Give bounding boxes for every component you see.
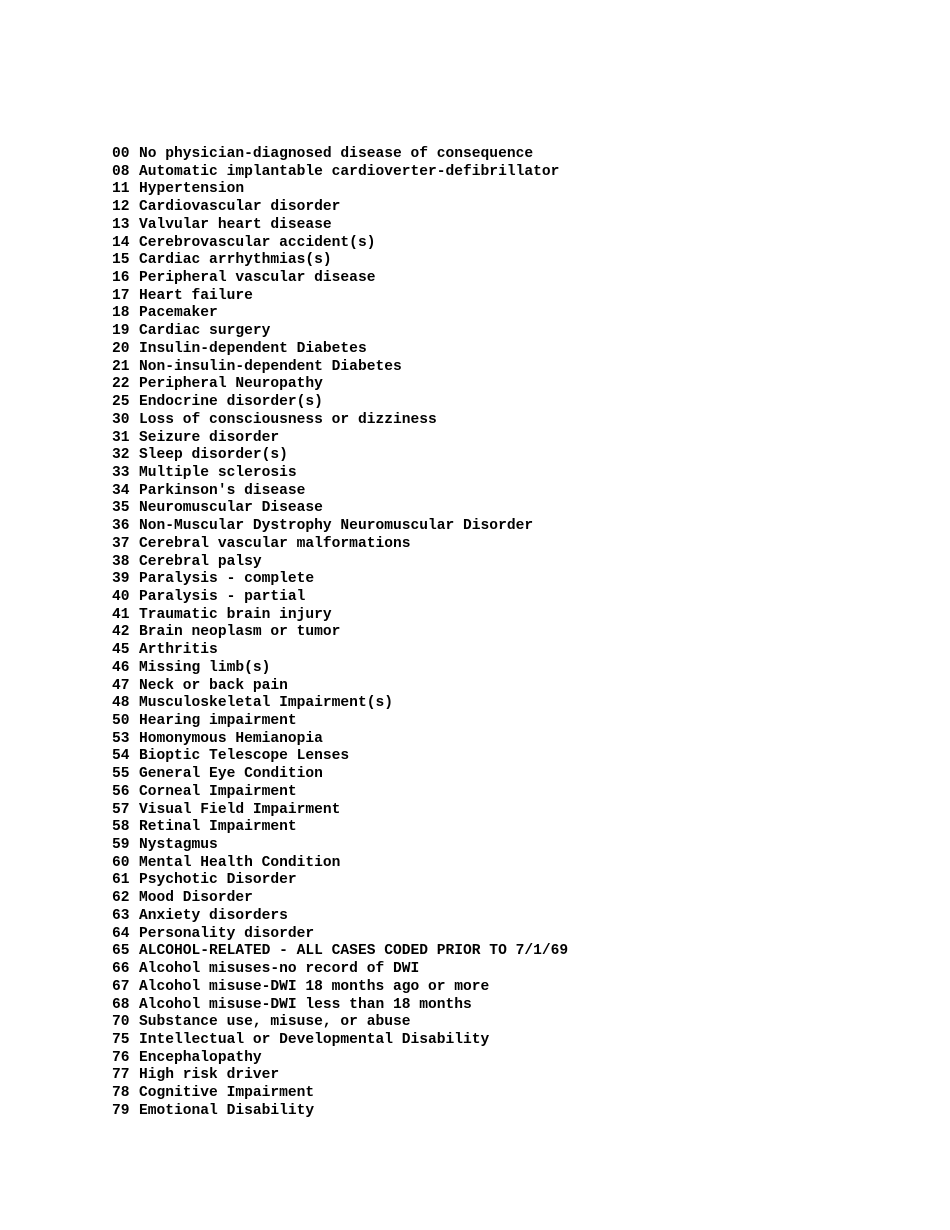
list-item [112, 217, 568, 235]
condition-code: 64 [112, 925, 130, 942]
condition-code: 35 [112, 500, 130, 517]
condition-code: 48 [112, 695, 130, 712]
list-item [112, 1014, 568, 1032]
condition-code: 46 [112, 659, 130, 676]
condition-label: Loss of consciousness or dizziness [139, 411, 437, 428]
condition-code: 54 [112, 748, 130, 765]
condition-label: Cardiac surgery [139, 323, 271, 340]
condition-code: 40 [112, 588, 130, 605]
list-item [112, 447, 568, 465]
list-item [112, 713, 568, 731]
condition-label: Substance use, misuse, or abuse [139, 1014, 411, 1031]
condition-code: 31 [112, 429, 130, 446]
condition-code: 78 [112, 1085, 130, 1102]
condition-label: Intellectual or Developmental Disability [139, 1031, 490, 1048]
condition-code: 65 [112, 943, 130, 960]
condition-code: 68 [112, 996, 130, 1013]
condition-code: 77 [112, 1067, 130, 1084]
condition-code: 30 [112, 411, 130, 428]
condition-code: 67 [112, 978, 130, 995]
condition-label: Paralysis - complete [139, 571, 315, 588]
condition-label: No physician-diagnosed disease of consequence [139, 146, 534, 162]
list-item [112, 288, 568, 306]
list-item [112, 607, 568, 625]
condition-code: 12 [112, 199, 130, 216]
list-item [112, 252, 568, 270]
condition-label: Nystagmus [139, 837, 218, 854]
list-item [112, 270, 568, 288]
condition-code: 41 [112, 606, 130, 623]
list-item [112, 890, 568, 908]
list-item [112, 979, 568, 997]
condition-code: 47 [112, 677, 130, 694]
condition-code: 59 [112, 837, 130, 854]
list-item [112, 199, 568, 217]
list-item [112, 660, 568, 678]
condition-label: Alcohol misuse-DWI 18 months ago or more [139, 978, 490, 995]
list-item [112, 1050, 568, 1068]
list-item [112, 430, 568, 448]
condition-label: Emotional Disability [139, 1102, 315, 1119]
condition-code: 32 [112, 447, 130, 464]
condition-label: Neck or back pain [139, 677, 288, 694]
condition-code: 76 [112, 1049, 130, 1066]
condition-code: 25 [112, 394, 130, 411]
list-item [112, 837, 568, 855]
list-item [112, 819, 568, 837]
condition-label: Brain neoplasm or tumor [139, 624, 341, 641]
list-item [112, 394, 568, 412]
condition-code: 60 [112, 854, 130, 871]
condition-code: 18 [112, 305, 130, 322]
condition-code: 56 [112, 783, 130, 800]
condition-label: Traumatic brain injury [139, 606, 332, 623]
list-item [112, 748, 568, 766]
list-item [112, 341, 568, 359]
condition-label: Non-insulin-dependent Diabetes [139, 358, 402, 375]
condition-label: Musculoskeletal Impairment(s) [139, 695, 393, 712]
list-item [112, 802, 568, 820]
condition-code: 19 [112, 323, 130, 340]
condition-code: 53 [112, 730, 130, 747]
list-item [112, 518, 568, 536]
list-item [112, 554, 568, 572]
list-item [112, 465, 568, 483]
condition-label: Seizure disorder [139, 429, 280, 446]
list-item [112, 235, 568, 253]
condition-code: 58 [112, 819, 130, 836]
condition-code: 57 [112, 801, 130, 818]
condition-code: 62 [112, 890, 130, 907]
condition-code: 63 [112, 907, 130, 924]
list-item [112, 500, 568, 518]
condition-code: 14 [112, 234, 130, 251]
condition-code: 00 [112, 146, 130, 162]
condition-label: Retinal Impairment [139, 819, 297, 836]
list-item [112, 1032, 568, 1050]
condition-code: 17 [112, 287, 130, 304]
condition-label: Cerebral palsy [139, 553, 262, 570]
condition-label: Arthritis [139, 642, 218, 659]
list-item [112, 1085, 568, 1103]
list-item [112, 908, 568, 926]
condition-code: 37 [112, 535, 130, 552]
list-item [112, 536, 568, 554]
condition-code: 75 [112, 1031, 130, 1048]
condition-code: 42 [112, 624, 130, 641]
condition-code: 21 [112, 358, 130, 375]
condition-label: Peripheral Neuropathy [139, 376, 323, 393]
condition-code: 08 [112, 163, 130, 180]
condition-label: Bioptic Telescope Lenses [139, 748, 350, 765]
condition-code: 36 [112, 518, 130, 535]
condition-label: Endocrine disorder(s) [139, 394, 323, 411]
condition-code: 11 [112, 181, 130, 198]
condition-label: Heart failure [139, 287, 253, 304]
condition-label: Cardiac arrhythmias(s) [139, 252, 332, 269]
condition-label: Cognitive Impairment [139, 1085, 315, 1102]
list-item [112, 359, 568, 377]
list-item [112, 872, 568, 890]
condition-label: Mood Disorder [139, 890, 253, 907]
condition-code: 79 [112, 1102, 130, 1119]
list-item [112, 784, 568, 802]
condition-code: 13 [112, 216, 130, 233]
condition-label: Alcohol misuses-no record of DWI [139, 961, 420, 978]
condition-code: 61 [112, 872, 130, 889]
condition-label: Neuromuscular Disease [139, 500, 323, 517]
condition-code: 70 [112, 1014, 130, 1031]
condition-code: 15 [112, 252, 130, 269]
condition-code-list [112, 146, 568, 1121]
condition-code: 22 [112, 376, 130, 393]
list-item [112, 624, 568, 642]
list-item [112, 766, 568, 784]
list-item [112, 926, 568, 944]
condition-code: 34 [112, 482, 130, 499]
condition-label: Hearing impairment [139, 713, 297, 729]
list-item [112, 483, 568, 501]
condition-label: Hypertension [139, 181, 245, 198]
list-item [112, 376, 568, 394]
condition-label: Parkinson's disease [139, 482, 306, 499]
list-item [112, 164, 568, 182]
list-item [112, 305, 568, 323]
condition-label: Automatic implantable cardioverter-defibrillator [139, 163, 560, 180]
condition-label: Multiple sclerosis [139, 464, 297, 481]
list-item [112, 589, 568, 607]
list-item [112, 1103, 568, 1121]
condition-label: Alcohol misuse-DWI less than 18 months [139, 996, 472, 1013]
condition-label: Psychotic Disorder [139, 872, 297, 889]
condition-label: Cardiovascular disorder [139, 199, 341, 216]
condition-label: High risk driver [139, 1067, 280, 1084]
condition-code: 66 [112, 961, 130, 978]
list-item [112, 146, 568, 164]
condition-label: Visual Field Impairment [139, 801, 341, 818]
condition-label: Insulin-dependent Diabetes [139, 340, 367, 357]
condition-label: General Eye Condition [139, 766, 323, 783]
list-item [112, 855, 568, 873]
condition-label: Peripheral vascular disease [139, 270, 376, 287]
condition-label: Cerebrovascular accident(s) [139, 234, 376, 251]
condition-label: Missing limb(s) [139, 659, 271, 676]
condition-label: Paralysis - partial [139, 588, 306, 605]
condition-label: Mental Health Condition [139, 854, 341, 871]
list-item [112, 412, 568, 430]
condition-label: Pacemaker [139, 305, 218, 322]
list-item [112, 678, 568, 696]
list-item [112, 571, 568, 589]
condition-code: 50 [112, 713, 130, 729]
list-item [112, 997, 568, 1015]
list-item [112, 323, 568, 341]
condition-label: Non-Muscular Dystrophy Neuromuscular Disorder [139, 518, 534, 535]
condition-label: Cerebral vascular malformations [139, 535, 411, 552]
condition-label: Sleep disorder(s) [139, 447, 288, 464]
condition-label: Personality disorder [139, 925, 315, 942]
list-item [112, 695, 568, 713]
list-item [112, 181, 568, 199]
condition-code: 20 [112, 340, 130, 357]
list-item [112, 731, 568, 749]
list-item [112, 961, 568, 979]
condition-code: 38 [112, 553, 130, 570]
condition-label: Homonymous Hemianopia [139, 730, 323, 747]
condition-label: ALCOHOL-RELATED - ALL CASES CODED PRIOR TO 7/1/69 [139, 943, 569, 960]
condition-label: Valvular heart disease [139, 216, 332, 233]
condition-code: 33 [112, 464, 130, 481]
condition-code: 45 [112, 642, 130, 659]
list-item [112, 642, 568, 660]
condition-code: 39 [112, 571, 130, 588]
condition-label: Anxiety disorders [139, 907, 288, 924]
condition-label: Corneal Impairment [139, 783, 297, 800]
list-item [112, 1067, 568, 1085]
condition-label: Encephalopathy [139, 1049, 262, 1066]
list-item [112, 943, 568, 961]
condition-code: 16 [112, 270, 130, 287]
condition-code: 55 [112, 766, 130, 783]
